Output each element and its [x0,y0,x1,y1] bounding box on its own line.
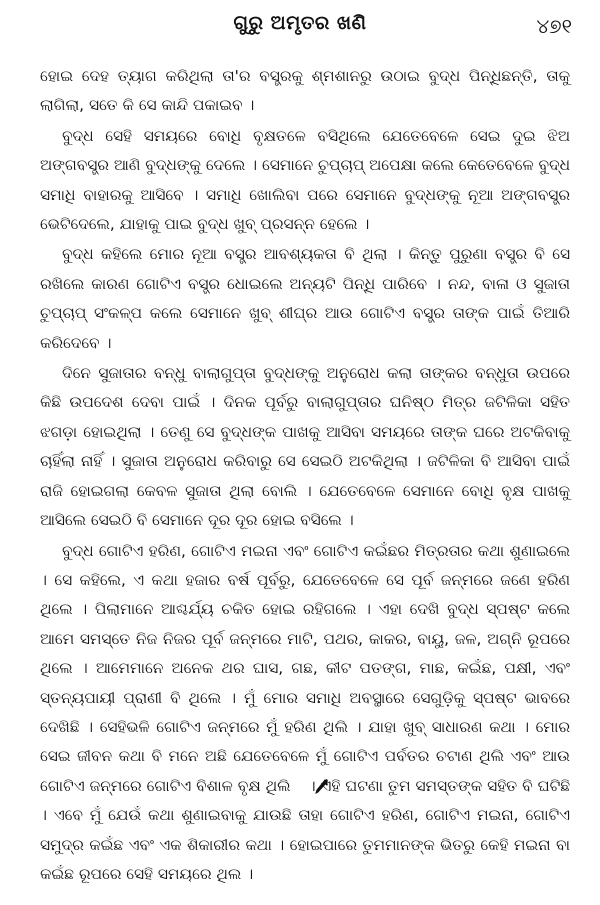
running-title: ଗୁରୁ ଅମୃତର ଖଣି [233,12,367,34]
pen-cursor-icon [293,775,307,791]
body-text [40,62,570,889]
paragraph: ବୁଦ୍ଧ କହିଲେ ମୋର ନୂଆ ବସ୍ତ୍ର ଆବଶ୍ୟକତା ବି ଥିଲା । କିନ୍ତୁ ପୁରୁଣା ବସ୍ତ୍ର ବି ସେ ରଖିଲେ କାରଣ ଗୋଟିଏ ବସ୍ତ୍ର ଧୋଇଲେ ଅନ୍ୟଟି ପିନ୍ଧି ପାରିବେ । ନନ୍ଦ, ବାଳା ଓ ସୁଜାତା ଚୁପ୍‌ଚାପ୍ ସଂକଳ୍ପ କଲେ ସେମାନେ ଖୁବ୍ ଶୀଘ୍ର ଆଉ ଗୋଟିଏ ବସ୍ତ୍ର ତାଙ୍କ ପାଇଁ ତିଆରି କରିଦେବେ । [40,245,570,352]
paragraph [40,537,570,890]
paragraph-text: । ଏହି ଘଟଣା ତୁମ ସମସ୍ତଙ୍କ ସହିତ ବି ଘଟିଛି । ଏବେ ମୁଁ ଯେଉଁ କଥା ଶୁଣାଇବାକୁ ଯାଉଛି ତାହା ଗୋଟିଏ ହରିଣ, ଗୋଟିଏ ମଇନା, ଗୋଟିଏ ସମୁଦ୍ର କଇଁଛ ଏବଂ ଏକ ଶିକାରୀର କଥା । ହୋଇପାରେ ତୁମମାନଙ୍କ ଭିତରୁ କେହି ମଇନା ବା କଇଁଛ ରୂପରେ ସେହି ସମୟରେ ଥିଲ । [40,776,570,883]
paragraph: ଦିନେ ସୁଜାତାର ବନ୍ଧୁ ବାଲାଗୁପ୍ତା ବୁଦ୍ଧଙ୍କୁ ଅନୁରୋଧ କଲା ତାଙ୍କର ବନ୍ଧୁତା ଉପରେ କିଛି ଉପଦେଶ ଦେବା ପାଇଁ । ଦିନକ ପୂର୍ବରୁ ବାଲାଗୁପ୍ତାର ଘନିଷ୍ଠ ମିତ୍ର ଜଟିଳିକା ସହିତ ଝଗଡ଼ା ହୋଇଥିଲା । ତେଣୁ ସେ ବୁଦ୍ଧଙ୍କ ପାଖକୁ ଆସିବା ସମୟରେ ତାଙ୍କ ଘରେ ଅଟକିବାକୁ ଚାହିଁଲା ନାହିଁ । ସୁଜାତା ଅନୁରୋଧ କରିବାରୁ ସେ ସେଇଠି ଅଟକିଥିଲା । ଜଟିଳିକା ବି ଆସିବା ପାଇଁ ରାଜି ହୋଇଗଲା କେବଳ ସୁଜାତା ଥିଲା ବୋଲି । ଯେତେବେଳେ ସେମାନେ ବୋଧି ବୃକ୍ଷ ପାଖକୁ ଆସିଲେ ସେଇଠି ବି ସେମାନେ ଦୂର ଦୂର ହୋଇ ବସିଲେ । [40,364,570,530]
page-number: ୪୭୧ [536,14,572,38]
paragraph: ବୁଦ୍ଧ ସେହି ସମୟରେ ବୋଧି ବୃକ୍ଷତଳେ ବସିଥିଲେ ଯେତେବେଳେ ସେଇ ଦୁଇ ଝିଅ ଅଙ୍ଗବସ୍ତ୍ର ଆଣି ବୁଦ୍ଧଙ୍କୁ ଦେଲେ । ସେମାନେ ଚୁପ୍‌ଚାପ୍ ଅପେକ୍ଷା କଲେ କେତେବେଳେ ବୁଦ୍ଧ ସମାଧି ବାହାରକୁ ଆସିବେ । ସମାଧି ଖୋଲିବା ପରେ ସେମାନେ ବୁଦ୍ଧଙ୍କୁ ନୂଆ ଅଙ୍ଗବସ୍ତ୍ର ଭେଟିଦେଲେ, ଯାହାକୁ ପାଇ ବୁଦ୍ଧ ଖୁବ୍ ପ୍ରସନ୍ନ ହେଲେ । [40,126,570,234]
paragraph-text: ବୁଦ୍ଧ ଗୋଟିଏ ହରିଣ, ଗୋଟିଏ ମଇନା ଏବଂ ଗୋଟିଏ କଇଁଛର ମିତ୍ରତାର କଥା ଶୁଣାଇଲେ । ସେ କହିଲେ, ଏ କଥା ହଜାର ବର୍ଷ ପୂର୍ବରୁ, ଯେତେବେଳେ ସେ ପୂର୍ବ ଜନ୍ମରେ ଜଣେ ହରିଣ ଥିଲେ । ପିଲାମାନେ ଆଶ୍ଚର୍ଯ୍ୟ ଚକିତ ହୋଇ ରହିଗଲେ । ଏହା ଦେଖି ବୁଦ୍ଧ ସ୍ପଷ୍ଟ କଲେ ଆମେ ସମସ୍ତେ ନିଜ ନିଜର ପୂର୍ବ ଜନ୍ମରେ ମାଟି, ପଥର, କାକର, ବାୟୁ, ଜଳ, ଅଗ୍ନି ରୂପରେ ଥିଲେ । ଆମେମାନେ ଅନେକ ଥର ଘାସ, ଗଛ, କୀଟ ପତଙ୍ଗ, ମାଛ, କଇଁଛ, ପକ୍ଷୀ, ଏବଂ ସ୍ତନ୍ୟପାୟୀ ପ୍ରାଣୀ ବି ଥିଲେ । ମୁଁ ମୋର ସମାଧି ଅବସ୍ଥାରେ ସେଗୁଡ଼ିକୁ ସ୍ପଷ୍ଟ ଭାବରେ ଦେଖିଛି । ସେହିଭଳି ଗୋଟିଏ ଜନ୍ମରେ ମୁଁ ହରିଣ ଥିଲି । ଯାହା ଖୁବ୍ ସାଧାରଣ କଥା । ମୋର ସେଇ ଜୀବନ କଥା ବି ମନେ ଅଛି ଯେତେବେଳେ ମୁଁ ଗୋଟିଏ ପର୍ବତର ଚଟାଣ ଥିଲି ଏବଂ ଆଉ ଗୋଟିଏ ଜନ୍ମରେ ଗୋଟିଏ ବିଶାଳ ବୃକ୍ଷ ଥିଲି [40,541,570,795]
paragraph: ହୋଇ ଦେହ ତ୍ୟାଗ କରିଥିଲା ତା'ର ବସ୍ତ୍ରକୁ ଶ୍ମଶାନରୁ ଉଠାଇ ବୁଦ୍ଧ ପିନ୍ଧିଛନ୍ତି, ତାକୁ ଲାଗିଲା, ସତେ କି ସେ କାନ୍ଦି ପକାଇବ । [40,67,570,115]
page-header [0,12,600,46]
